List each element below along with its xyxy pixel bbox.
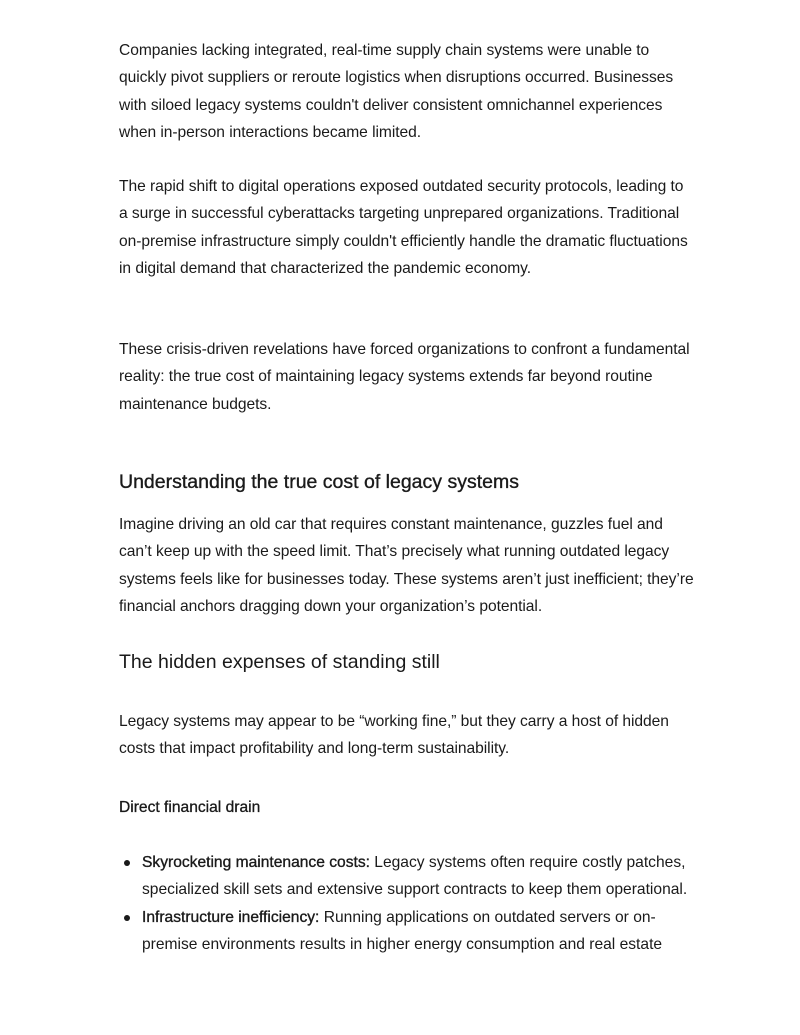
paragraph-crisis-revelations: These crisis-driven revelations have forced organizations to confront a fundamental reality: the true cost of maintaining legacy systems extends far beyond routine maintenance budgets. [119, 341, 690, 413]
paragraph-supply-chain: Companies lacking integrated, real-time supply chain systems were unable to quickly pivot suppliers or reroute logistics when disruptions occurred. Businesses with siloed legacy systems couldn't deliver consistent omnichannel experiences when in-person interactions became limited. [119, 42, 674, 141]
bullet-icon [124, 915, 130, 921]
subheading-hidden-expenses: The hidden expenses of standing still [119, 651, 440, 673]
list-item-text: Legacy systems often require costly patches, specialized skill sets and extensive support contracts to keep them operational. [142, 854, 688, 899]
paragraph-old-car-analogy: Imagine driving an old car that requires constant maintenance, guzzles fuel and can’t keep up with the speed limit. That’s precisely what running outdated legacy systems feels like for businesses today. These systems aren’t just inefficient; they’re financial anchors dragging down your organization’s potential. [119, 516, 694, 615]
list-item-text: Running applications on outdated servers or on-premise environments results in higher energy consumption and real estate [142, 908, 663, 953]
list-item [142, 904, 694, 959]
paragraph-hidden-costs: Legacy systems may appear to be “working fine,” but they carry a host of hidden costs that impact profitability and long-term sustainability. [119, 713, 669, 758]
section-heading-true-cost: Understanding the true cost of legacy systems [119, 471, 519, 493]
subheading-direct-financial-drain: Direct financial drain [119, 799, 261, 816]
cost-list [142, 849, 694, 958]
list-item-term: Infrastructure inefficiency: [142, 908, 320, 926]
bullet-icon [124, 860, 130, 866]
list-item-term: Skyrocketing maintenance costs: [142, 854, 370, 871]
list-item [142, 849, 694, 904]
paragraph-digital-shift: The rapid shift to digital operations exposed outdated security protocols, leading to a surge in successful cyberattacks targeting unprepared organizations. Traditional on-premise infrastructure simply couldn't efficiently handle the dramatic fluctuations in digital demand that characterized the pandemic economy. [119, 178, 688, 277]
